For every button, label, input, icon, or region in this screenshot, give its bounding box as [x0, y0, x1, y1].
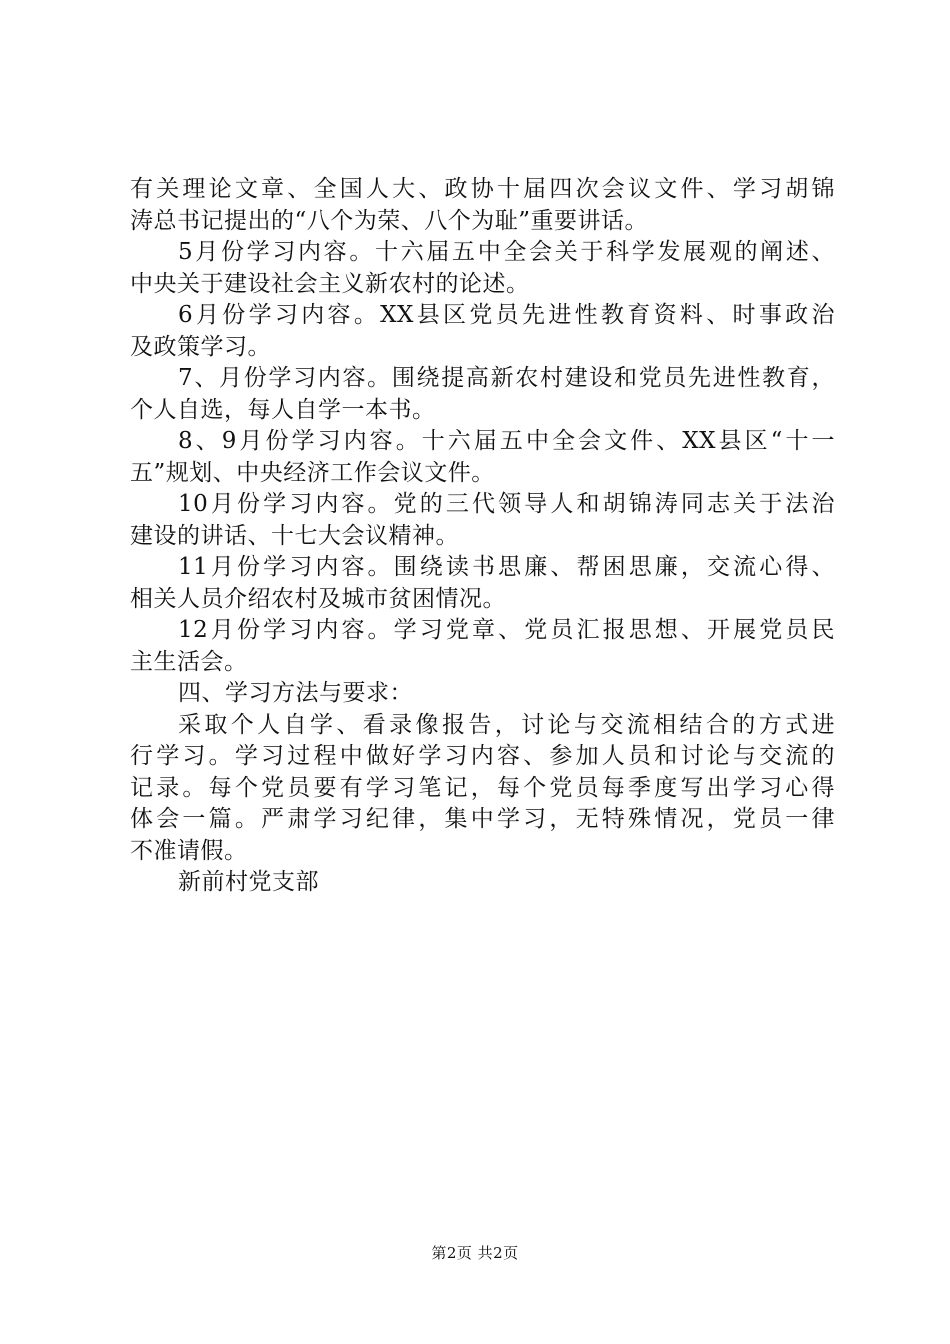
- signature-line: 新前村党支部: [178, 869, 319, 895]
- text-line: 五”规划、中央经济工作会议文件。: [130, 459, 495, 486]
- text-line: 建设的讲话、十七大会议精神。: [130, 522, 459, 549]
- document-body: [130, 174, 835, 899]
- text-line: 采取个人自学、看录像报告，讨论与交流相结合的方式进: [178, 711, 835, 738]
- text-line: 记录。每个党员要有学习笔记，每个党员每季度写出学习心得: [130, 774, 835, 801]
- text-line: 12月份学习内容。学习党章、党员汇报思想、开展党员民: [178, 617, 835, 643]
- text-line: 有关理论文章、全国人大、政协十届四次会议文件、学习胡锦: [130, 176, 835, 202]
- text-line: 不准请假。: [130, 837, 248, 864]
- text-line: 10月份学习内容。党的三代领导人和胡锦涛同志关于法治: [178, 491, 835, 517]
- text-line: 主生活会。: [130, 648, 248, 675]
- text-line: 7、月份学习内容。围绕提高新农村建设和党员先进性教育，: [178, 365, 835, 391]
- text-line: 中央关于建设社会主义新农村的论述。: [130, 270, 530, 297]
- text-line: 及政策学习。: [130, 333, 271, 360]
- text-line: 6月份学习内容。XX县区党员先进性教育资料、时事政治: [178, 302, 835, 328]
- section-heading: 四、学习方法与要求：: [178, 680, 413, 706]
- text-line: 涛总书记提出的“八个为荣、八个为耻”重要讲话。: [130, 207, 649, 234]
- text-line: 体会一篇。严肃学习纪律，集中学习，无特殊情况，党员一律: [130, 806, 835, 832]
- text-line: 8、9月份学习内容。十六届五中全会文件、XX县区“十一: [178, 428, 835, 454]
- text-line: 相关人员介绍农村及城市贫困情况。: [130, 585, 506, 612]
- page-number-footer: 第2页 共2页: [431, 1244, 519, 1262]
- text-line: 5月份学习内容。十六届五中全会关于科学发展观的阐述、: [178, 239, 835, 265]
- text-line: 行学习。学习过程中做好学习内容、参加人员和讨论与交流的: [130, 743, 835, 769]
- text-line: 个人自选，每人自学一本书。: [130, 396, 436, 423]
- text-line: 11月份学习内容。围绕读书思廉、帮困思廉，交流心得、: [178, 554, 835, 580]
